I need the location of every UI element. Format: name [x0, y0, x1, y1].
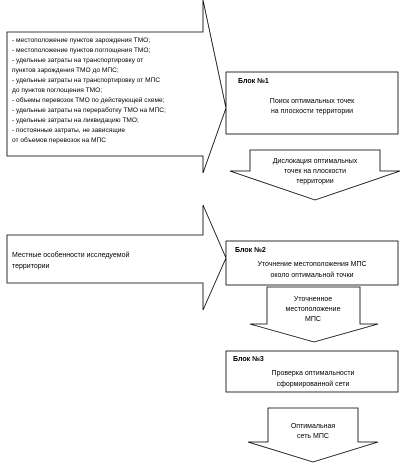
- input-list-line: от объемов перевозок на МПС: [12, 137, 106, 144]
- output-3-text: сеть МПС: [297, 433, 329, 440]
- output-3-text: Оптимальная: [290, 423, 336, 430]
- output-1-text: Дислокация оптимальных: [272, 158, 358, 165]
- output-2-text: местоположение: [285, 306, 341, 313]
- input-list-line: пунктов зарождения ТМО до МПС;: [12, 67, 119, 74]
- input-list-line: - местоположение пунктов зарождения ТМО;: [12, 37, 151, 44]
- local-features-text: территории: [12, 263, 50, 270]
- output-1-text: территории: [296, 178, 334, 185]
- output-2-text: Уточненное: [293, 296, 333, 303]
- block-3-title: Блок №3: [233, 356, 264, 363]
- block-1-text: Поиск оптимальных точек: [269, 98, 355, 105]
- block-3-text: Проверка оптимальности: [271, 370, 355, 377]
- block-2-text: около оптимальной точки: [270, 272, 354, 279]
- block-3-text: сформированной сети: [276, 381, 350, 388]
- input-list-line: - местоположение пунктов поглощения ТМО;: [12, 47, 151, 54]
- input-list-line: - удельные затраты на транспортировку от: [12, 57, 144, 64]
- block-1-title: Блок №1: [238, 78, 269, 85]
- output-1-text: точек на плоскости: [283, 168, 347, 175]
- local-features-text: Местные особенности исследуемой: [12, 252, 130, 259]
- input-list-line: до пунктов поглощения ТМО;: [12, 87, 103, 94]
- output-2-text: МПС: [305, 316, 321, 323]
- block-2-title: Блок №2: [235, 247, 266, 254]
- input-list-line: - удельные затраты на переработку ТМО на МПС;: [12, 107, 166, 114]
- input-list-line: - постоянные затраты, не зависящие: [12, 127, 126, 134]
- input-list-line: - объемы перевозок ТМО по действующей схеме;: [12, 97, 165, 104]
- input-list-line: - удельные затраты на транспортировку от МПС: [12, 77, 161, 84]
- block-1-text: на плоскости территории: [270, 108, 354, 115]
- input-list-line: - удельные затраты на ликвидацию ТМО;: [12, 117, 139, 124]
- block-2-text: Уточнение местоположения МПС: [257, 261, 367, 268]
